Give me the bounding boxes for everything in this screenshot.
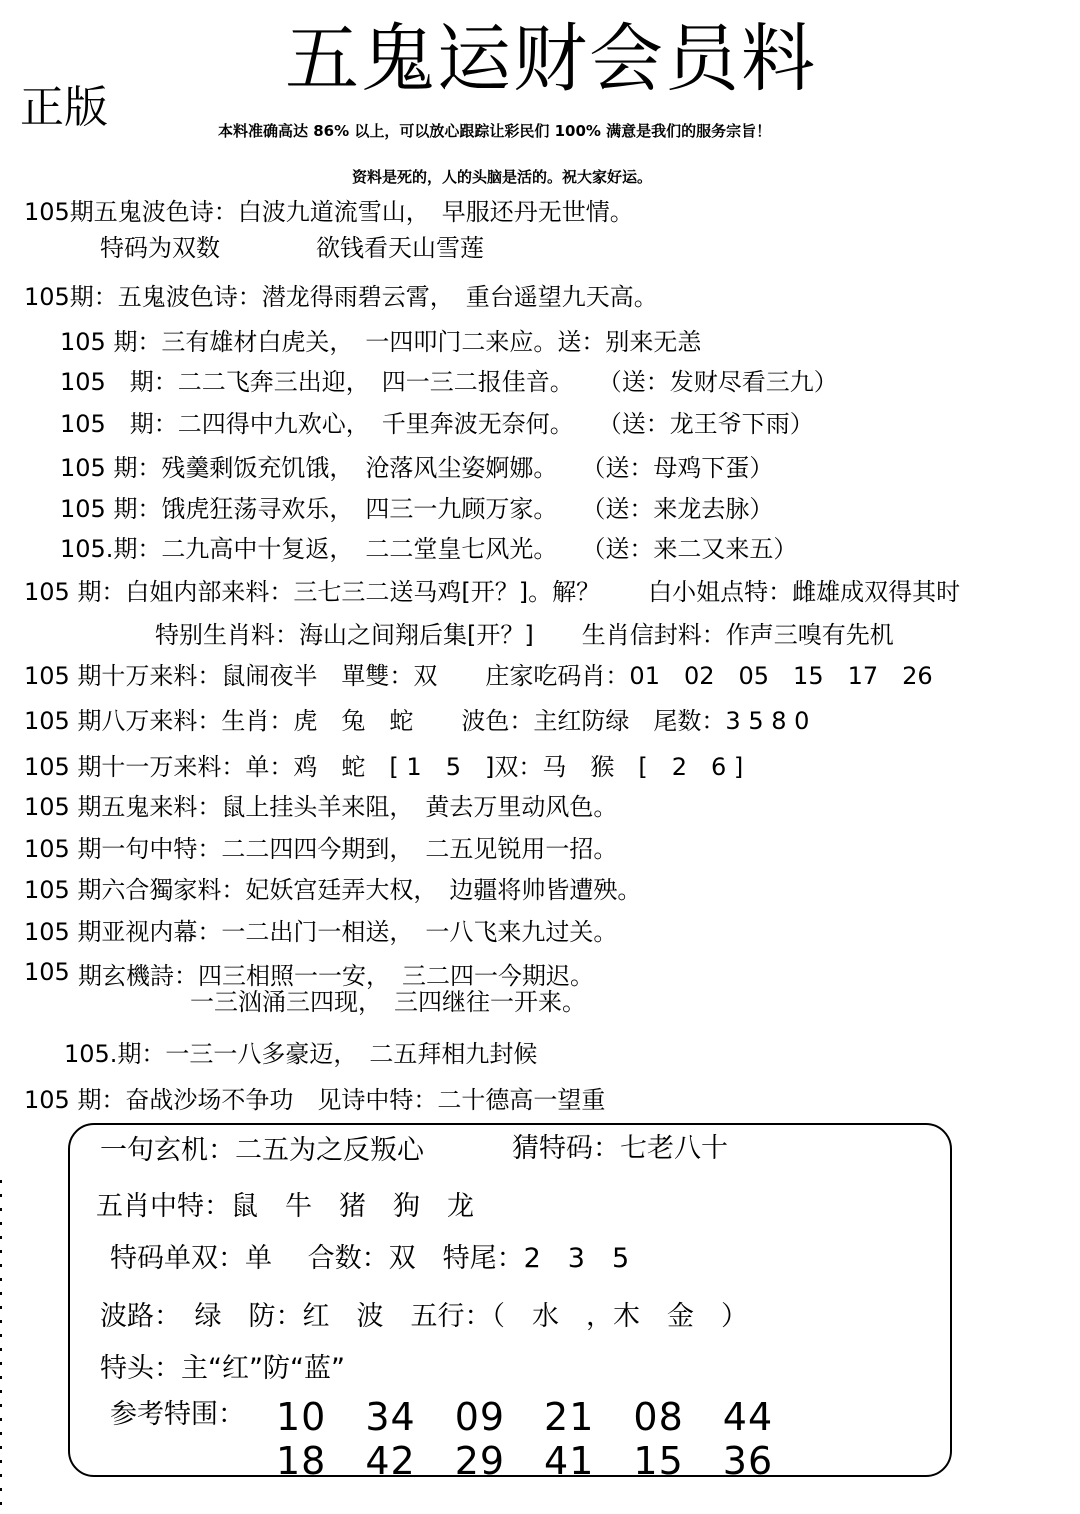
box-cai-tema: 猜特码：七老八十 (512, 1133, 728, 1164)
line-wugui-laoliao: 105 期五鬼来料：鼠上挂头羊来阻， 黄去万里动风色。 (24, 793, 618, 821)
line-fenzhan-poem: 105 期：奋战沙场不争功 见诗中特：二十德高一望重 (24, 1086, 606, 1114)
line-qianlong-poem: 105期：五鬼波色诗：潜龙得雨碧云霄， 重台遥望九天高。 (24, 283, 658, 311)
box-cankao-numbers-2: 18 42 29 41 15 36 (276, 1439, 774, 1483)
line-xuanji-poem: 期玄機詩：四三相照一一安， 三二四一今期迟。 (78, 962, 594, 990)
line-tema-shuangshu: 特码为双数 欲钱看天山雪莲 (100, 234, 484, 262)
genuine-badge: 正版 (20, 82, 108, 133)
line-tebie-shengxiao: 特别生肖料：海山之间翔后集[开？] 生肖信封料：作声三嗅有先机 (155, 621, 894, 649)
line-yashi-neimu: 105 期亚视内幕：一二出门一相送， 一八飞来九过关。 (24, 918, 618, 946)
subtitle-accuracy: 本料准确高达 86% 以上，可以放心跟踪让彩民们 100% 满意是我们的服务宗旨！ (218, 122, 772, 140)
line-xuanji-poem-2: 一三汹涌三四现， 三四继往一开来。 (190, 988, 586, 1016)
line-ersi-poem: 105 期：二四得中九欢心， 千里奔波无奈何。 （送：龙王爷下雨） (60, 410, 814, 438)
line-shiwan-laoliao: 105 期十万来料：鼠闹夜半 單雙：双 庄家吃码肖：01 02 05 15 17 26 (24, 662, 933, 690)
line-cangeng-poem: 105 期：残羹剩饭充饥饿， 沧落风尘姿婀娜。 （送：母鸡下蛋） (60, 454, 774, 482)
line-shiyiwan-laoliao: 105 期十一万来料：单：鸡 蛇 [ 1 5 ]双：马 猴 [ 2 6 ] (24, 753, 744, 781)
line-xuanji-number: 105 (24, 958, 70, 986)
line-liuhe-dujia: 105 期六合獨家料：妃妖宫廷弄大权， 边疆将帅皆遭殃。 (24, 876, 642, 904)
box-tema-danshuang: 特码单双：单 合数：双 特尾：2 3 5 (110, 1243, 630, 1274)
box-wuxiao-zhongte: 五肖中特：鼠 牛 猪 狗 龙 (96, 1191, 474, 1222)
box-cankao-numbers-1: 10 34 09 21 08 44 (276, 1395, 774, 1439)
line-bawan-laoliao: 105 期八万来料：生肖：虎 兔 蛇 波色：主红防绿 尾数：3 5 8 0 (24, 707, 810, 735)
box-cankao-label: 参考特围： (110, 1399, 245, 1430)
line-erer-poem: 105 期：二二飞奔三出迎， 四一三二报佳音。 （送：发财尽看三九） (60, 368, 838, 396)
line-erjiu-poem: 105.期：二九高中十复返， 二二堂皇七风光。 （送：来二又来五） (60, 535, 798, 563)
line-baihu-poem: 105 期：三有雄材白虎关， 一四叩门二来应。送：别来无恙 (60, 328, 702, 356)
page-title: 五鬼运财会员料 (285, 16, 817, 102)
left-edge-dots (0, 1180, 2, 1510)
line-baijie-neibu: 105 期：白姐内部来料：三七三二送马鸡[开？]。解？ 白小姐点特：雌雄成双得其时 (24, 578, 961, 606)
line-yiju-zhongte: 105 期一句中特：二二四四今期到， 二五见锐用一招。 (24, 835, 618, 863)
box-yiju-xuanji: 一句玄机：二五为之反叛心 (100, 1135, 424, 1166)
line-wugui-bose-poem: 105期五鬼波色诗：白波九道流雪山， 早服还丹无世情。 (24, 198, 634, 226)
box-bolu-wuxing: 波路： 绿 防：红 波 五行：（ 水 ，木 金 ） (100, 1301, 748, 1332)
subtitle-luck: 资料是死的，人的头脑是活的。祝大家好运。 (352, 168, 653, 186)
box-tetou: 特头：主“红”防“蓝” (100, 1353, 345, 1384)
line-ehu-poem: 105 期：饿虎狂荡寻欢乐， 四三一九顾万家。 （送：来龙去脉） (60, 495, 774, 523)
line-haomai-poem: 105.期：一三一八多豪迈， 二五拜相九封候 (64, 1040, 538, 1068)
